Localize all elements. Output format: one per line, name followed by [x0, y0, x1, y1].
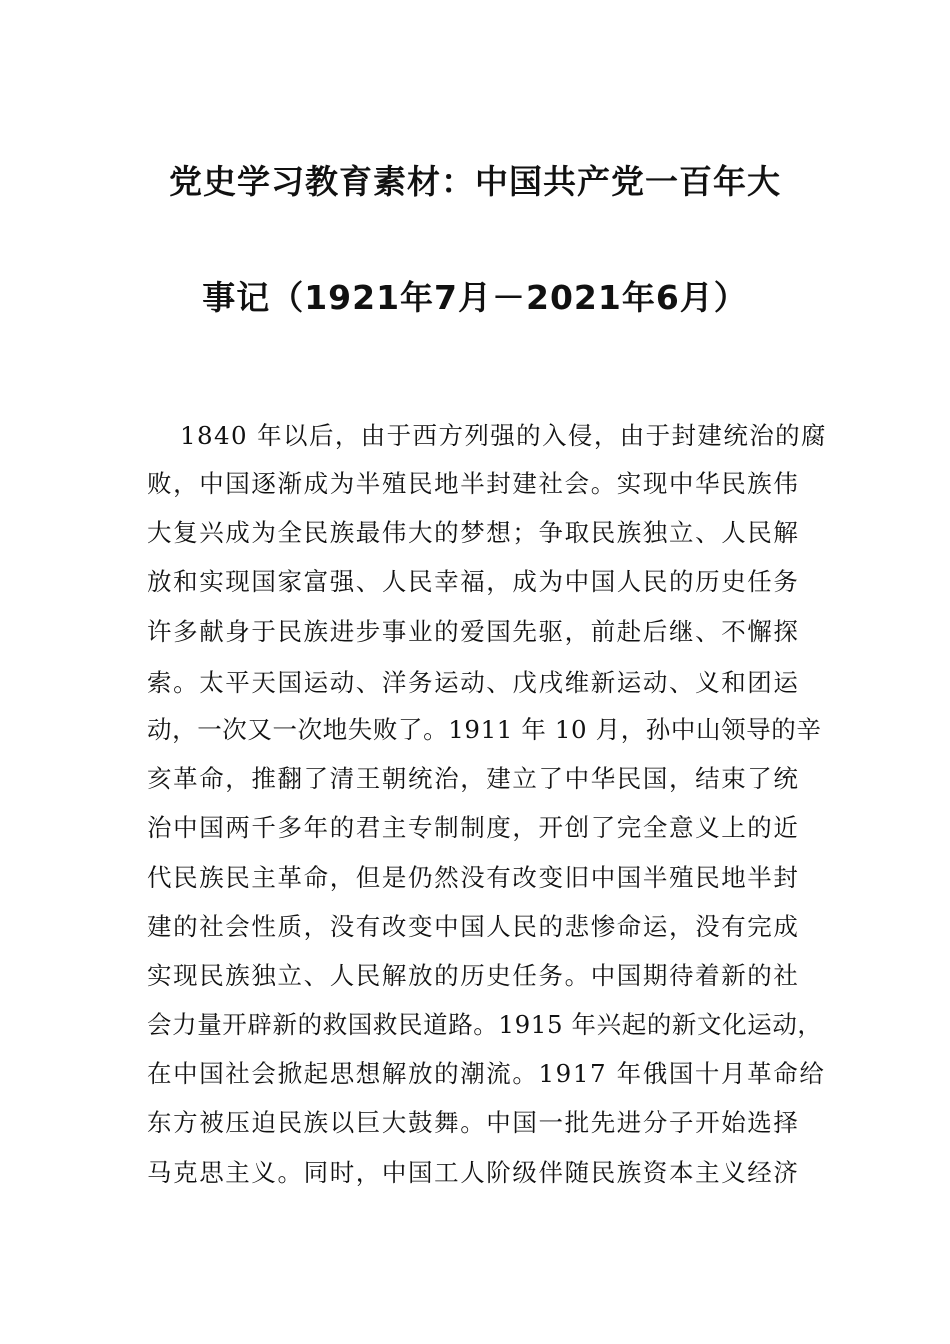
paragraph-line: 会力量开辟新的救国救民道路。1915 年兴起的新文化运动， [147, 1010, 823, 1039]
paragraph-line: 治中国两千多年的君主专制制度，开创了完全意义上的近 [147, 813, 800, 842]
paragraph-line: 亥革命，推翻了清王朝统治，建立了中华民国，结束了统 [147, 764, 800, 793]
paragraph-line: 败，中国逐渐成为半殖民地半封建社会。实现中华民族伟 [147, 469, 800, 498]
paragraph-line: 索。太平天国运动、洋务运动、戊戌维新运动、义和团运 [147, 668, 800, 697]
paragraph-line: 放和实现国家富强、人民幸福，成为中国人民的历史任务 [147, 567, 800, 596]
document-title-line-1: 党史学习教育素材：中国共产党一百年大 [169, 162, 781, 201]
paragraph-line: 东方被压迫民族以巨大鼓舞。中国一批先进分子开始选择 [147, 1108, 800, 1137]
document-title-line-2: 事记（1921年7月－2021年6月） [202, 278, 748, 317]
paragraph-line: 许多献身于民族进步事业的爱国先驱，前赴后继、不懈探 [147, 617, 800, 646]
paragraph-line: 动，一次又一次地失败了。1911 年 10 月，孙中山领导的辛 [147, 715, 822, 744]
paragraph-line: 代民族民主革命，但是仍然没有改变旧中国半殖民地半封 [147, 863, 800, 892]
paragraph-line: 实现民族独立、人民解放的历史任务。中国期待着新的社 [147, 961, 800, 990]
paragraph-line: 马克思主义。同时，中国工人阶级伴随民族资本主义经济 [147, 1158, 800, 1187]
paragraph-line: 1840 年以后，由于西方列强的入侵，由于封建统治的腐 [180, 421, 827, 450]
paragraph-line: 建的社会性质，没有改变中国人民的悲惨命运，没有完成 [147, 912, 800, 941]
paragraph-line: 大复兴成为全民族最伟大的梦想；争取民族独立、人民解 [147, 518, 800, 547]
paragraph-line: 在中国社会掀起思想解放的潮流。1917 年俄国十月革命给 [147, 1059, 826, 1088]
